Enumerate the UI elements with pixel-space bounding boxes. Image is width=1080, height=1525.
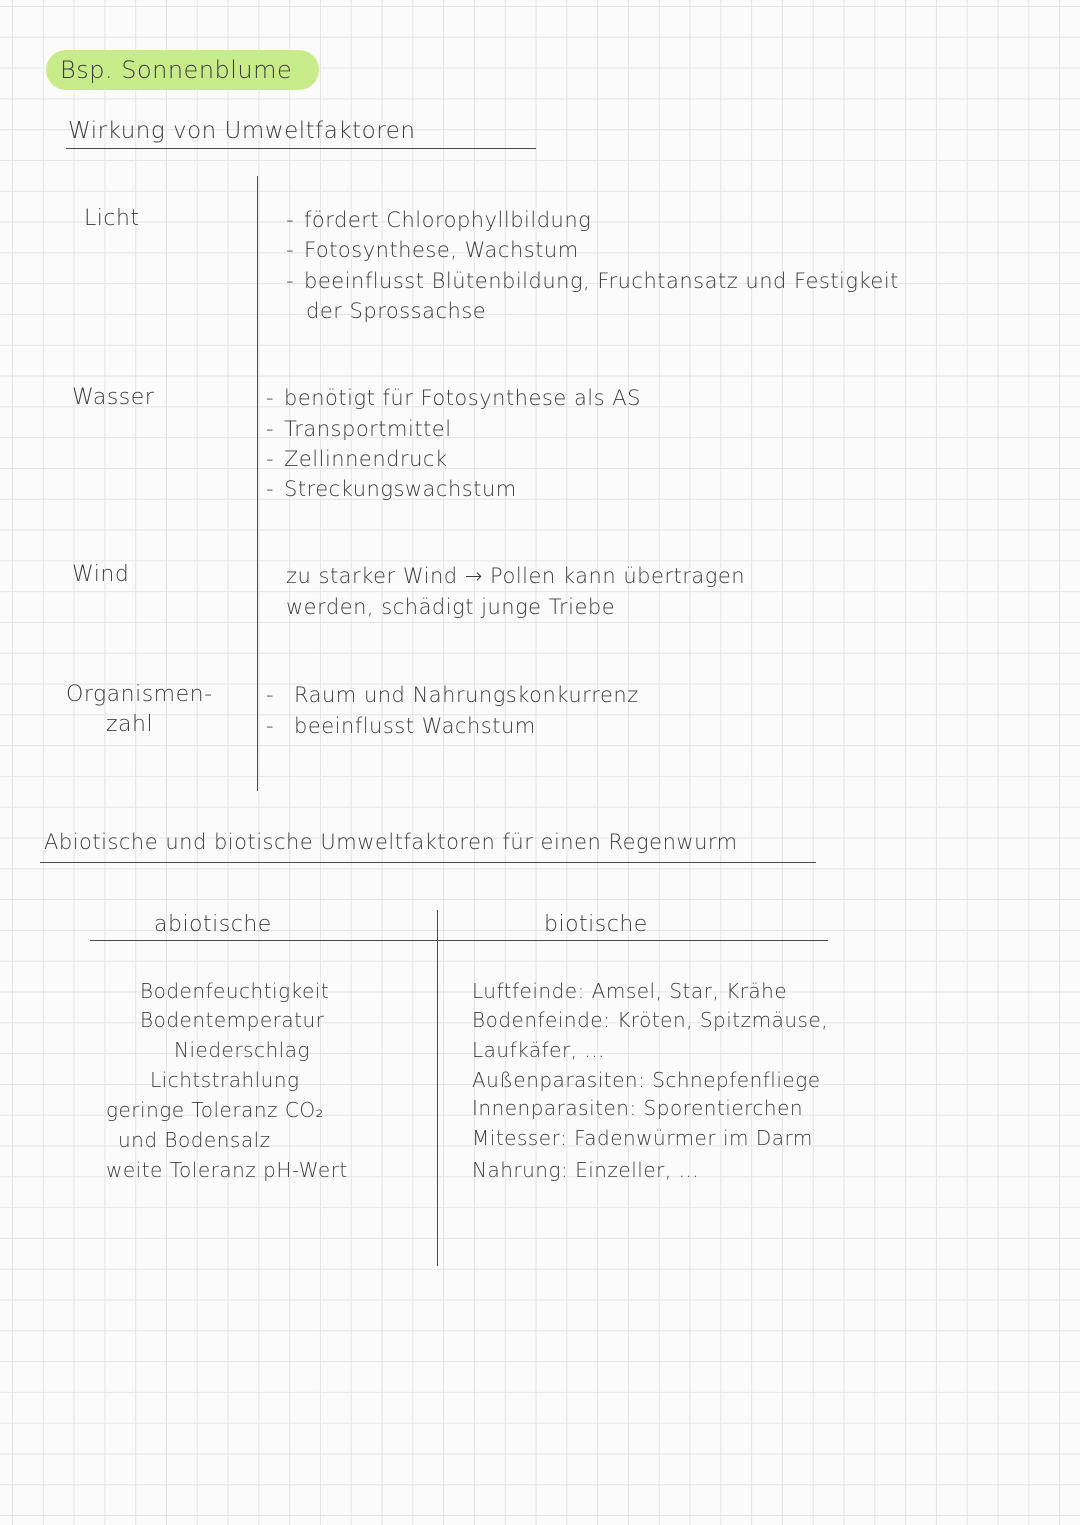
abiotic-item: Bodenfeuchtigkeit — [140, 979, 330, 1003]
column-header-biotic: biotische — [544, 912, 648, 937]
organismen-item-1-text: Raum und Nahrungskonkurrenz — [294, 683, 639, 707]
wasser-item-3-text: Zellinnendruck — [284, 447, 448, 471]
licht-item-2-text: Fotosynthese, Wachstum — [304, 238, 579, 262]
column-header-abiotic: abiotische — [154, 912, 272, 937]
wasser-item-2: - Transportmittel — [266, 417, 452, 441]
biotic-item: Außenparasiten: Schnepfenfliege — [472, 1068, 821, 1092]
biotic-item: Luftfeinde: Amsel, Star, Krähe — [472, 979, 788, 1003]
wasser-item-4-text: Streckungswachstum — [284, 477, 517, 501]
wind-item-2: werden, schädigt junge Triebe — [286, 595, 616, 619]
section1-title: Wirkung von Umweltfaktoren — [68, 118, 416, 144]
wasser-item-3: - Zellinnendruck — [266, 447, 448, 471]
organismen-item-1: - Raum und Nahrungskonkurrenz — [266, 683, 639, 707]
licht-item-3-cont: der Sprossachse — [306, 299, 487, 323]
biotic-item: Laufkäfer, ... — [472, 1038, 605, 1062]
factor-label-organismen: Organismen- — [66, 682, 213, 707]
section1-divider — [257, 176, 258, 791]
organismen-item-2-text: beeinflusst Wachstum — [294, 714, 536, 738]
biotic-item: Bodenfeinde: Kröten, Spitzmäuse, — [472, 1008, 829, 1032]
table-divider — [437, 910, 438, 1266]
licht-item-2: - Fotosynthese, Wachstum — [286, 238, 579, 262]
abiotic-item: Lichtstrahlung — [150, 1068, 300, 1092]
abiotic-item: weite Toleranz pH-Wert — [106, 1158, 348, 1182]
biotic-item: Nahrung: Einzeller, ... — [472, 1158, 700, 1182]
abiotic-item: Niederschlag — [174, 1038, 310, 1062]
wasser-item-4: - Streckungswachstum — [266, 477, 517, 501]
factor-label-wasser: Wasser — [72, 385, 155, 410]
wasser-item-1-text: benötigt für Fotosynthese als AS — [284, 386, 641, 410]
organismen-item-2: - beeinflusst Wachstum — [266, 714, 536, 738]
wasser-item-1: - benötigt für Fotosynthese als AS — [266, 386, 641, 410]
abiotic-item: und Bodensalz — [118, 1128, 271, 1152]
factor-label-zahl: zahl — [106, 712, 154, 737]
section2-title-underline — [40, 862, 816, 863]
wind-item-1: zu starker Wind → Pollen kann übertragen — [286, 564, 746, 588]
licht-item-3: - beeinflusst Blütenbildung, Fruchtansatz und Festigkeit — [286, 269, 899, 293]
wasser-item-2-text: Transportmittel — [284, 417, 452, 441]
page-title: Bsp. Sonnenblume — [60, 56, 293, 84]
factor-label-wind: Wind — [72, 562, 130, 587]
licht-item-1: - fördert Chlorophyllbildung — [286, 208, 592, 232]
biotic-item: Innenparasiten: Sporentierchen — [472, 1096, 804, 1120]
abiotic-item: Bodentemperatur — [140, 1008, 325, 1032]
licht-item-1-text: fördert Chlorophyllbildung — [304, 208, 592, 232]
table-header-line — [90, 940, 828, 941]
section2-title: Abiotische und biotische Umweltfaktoren für einen Regenwurm — [44, 830, 738, 854]
section1-title-underline — [66, 148, 536, 149]
factor-label-licht: Licht — [84, 206, 140, 231]
licht-item-3-text: beeinflusst Blütenbildung, Fruchtansatz und Festigkeit — [304, 269, 899, 293]
biotic-item: Mitesser: Fadenwürmer im Darm — [472, 1126, 813, 1150]
abiotic-item: geringe Toleranz CO₂ — [106, 1098, 325, 1122]
